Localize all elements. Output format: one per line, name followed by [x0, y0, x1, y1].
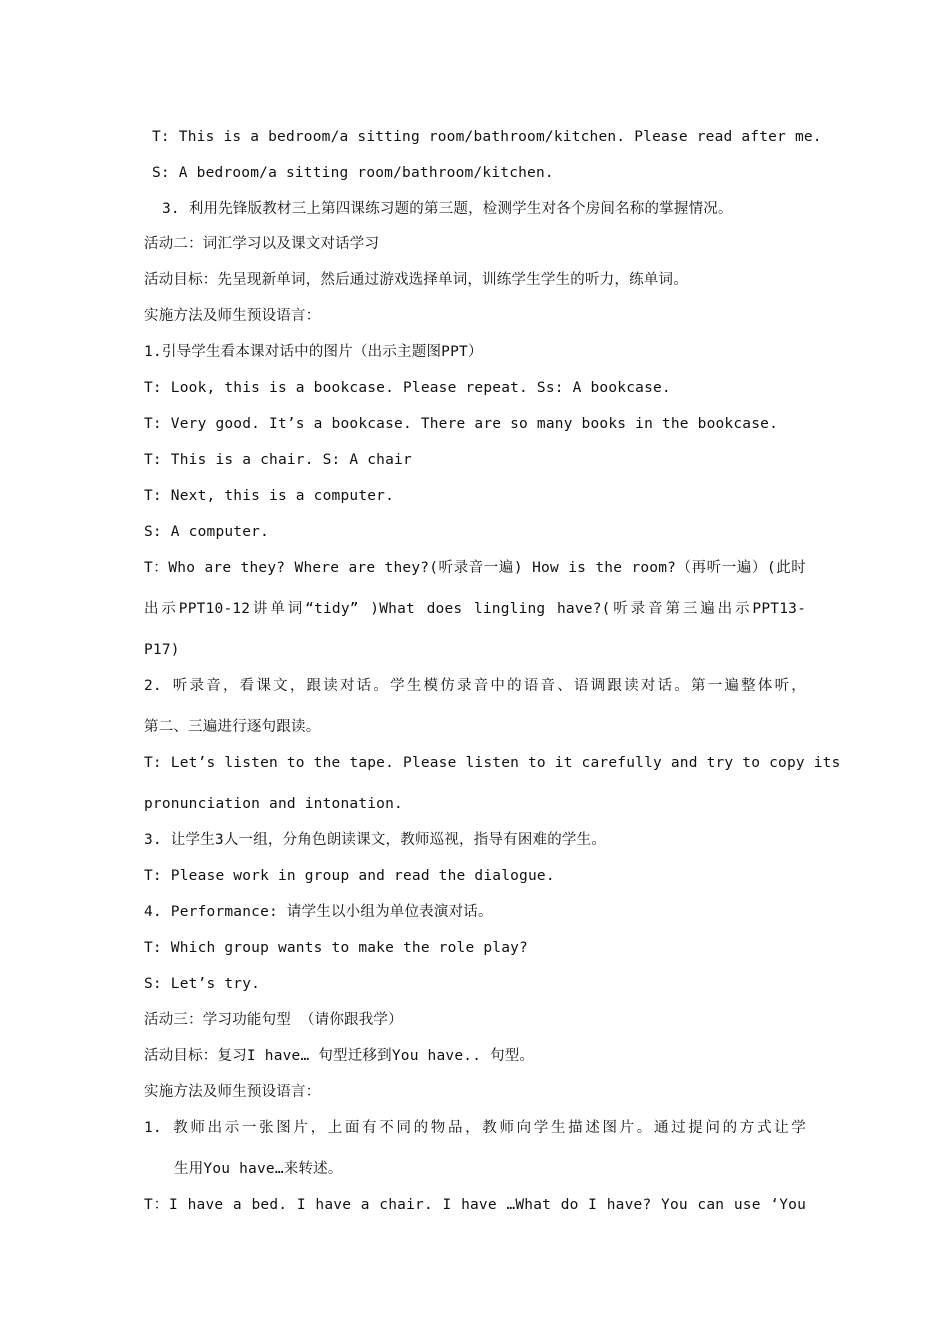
- text-line: T: Let’s listen to the tape. Please listen to it carefully and try to copy its: [144, 755, 841, 771]
- text-line: T: This is a bedroom/a sitting room/bathroom/kitchen. Please read after me.: [152, 129, 822, 145]
- text-line: T: Look, this is a bookcase. Please repeat. Ss: A bookcase.: [144, 380, 671, 396]
- text-line: 1. 教师出示一张图片，上面有不同的物品，教师向学生描述图片。通过提问的方式让学: [144, 1120, 806, 1136]
- text-line: 1.引导学生看本课对话中的图片（出示主题图PPT）: [144, 344, 483, 360]
- text-line: 活动目标：先呈现新单词，然后通过游戏选择单词，训练学生学生的听力，练单词。: [144, 272, 688, 288]
- text-line: T: This is a chair. S: A chair: [144, 452, 412, 468]
- text-line: T：Who are they? Where are they?(听录音一遍) How is the room?（再听一遍）(此时: [144, 560, 806, 576]
- text-line: S: A computer.: [144, 524, 270, 540]
- section-heading: 活动三：学习功能句型 （请你跟我学）: [144, 1012, 403, 1028]
- text-line: T：I have a bed. I have a chair. I have …What do I have? You can use ‘You: [144, 1197, 806, 1213]
- text-line: T: Please work in group and read the dialogue.: [144, 868, 555, 884]
- text-line: 出示PPT10-12讲单词“tidy” )What does lingling have?(听录音第三遍出示PPT13-: [144, 601, 806, 617]
- text-line: 4. Performance: 请学生以小组为单位表演对话。: [144, 904, 493, 920]
- text-line: 活动目标：复习I have… 句型迁移到You have.. 句型。: [144, 1048, 535, 1064]
- text-line: 实施方法及师生预设语言：: [144, 308, 321, 324]
- text-line: P17): [144, 642, 180, 658]
- text-line: 生用You have…来转述。: [174, 1161, 343, 1177]
- text-line: pronunciation and intonation.: [144, 796, 403, 812]
- text-line: S: Let’s try.: [144, 976, 261, 992]
- text-line: S: A bedroom/a sitting room/bathroom/kitchen.: [152, 165, 554, 181]
- text-line: T: Which group wants to make the role play?: [144, 940, 528, 956]
- text-line: 第二、三遍进行逐句跟读。: [144, 719, 321, 735]
- text-line: 2. 听录音，看课文，跟读对话。学生模仿录音中的语音、语调跟读对话。第一遍整体听，: [144, 678, 806, 694]
- section-heading: 活动二：词汇学习以及课文对话学习: [144, 236, 380, 252]
- text-line: T: Very good. It’s a bookcase. There are so many books in the bookcase.: [144, 416, 779, 432]
- text-line: 3. 让学生3人一组，分角色朗读课文，教师巡视，指导有困难的学生。: [144, 832, 607, 848]
- text-line: 3. 利用先锋版教材三上第四课练习题的第三题，检测学生对各个房间名称的掌握情况。: [162, 201, 733, 217]
- text-line: 实施方法及师生预设语言：: [144, 1084, 321, 1100]
- text-line: T: Next, this is a computer.: [144, 488, 395, 504]
